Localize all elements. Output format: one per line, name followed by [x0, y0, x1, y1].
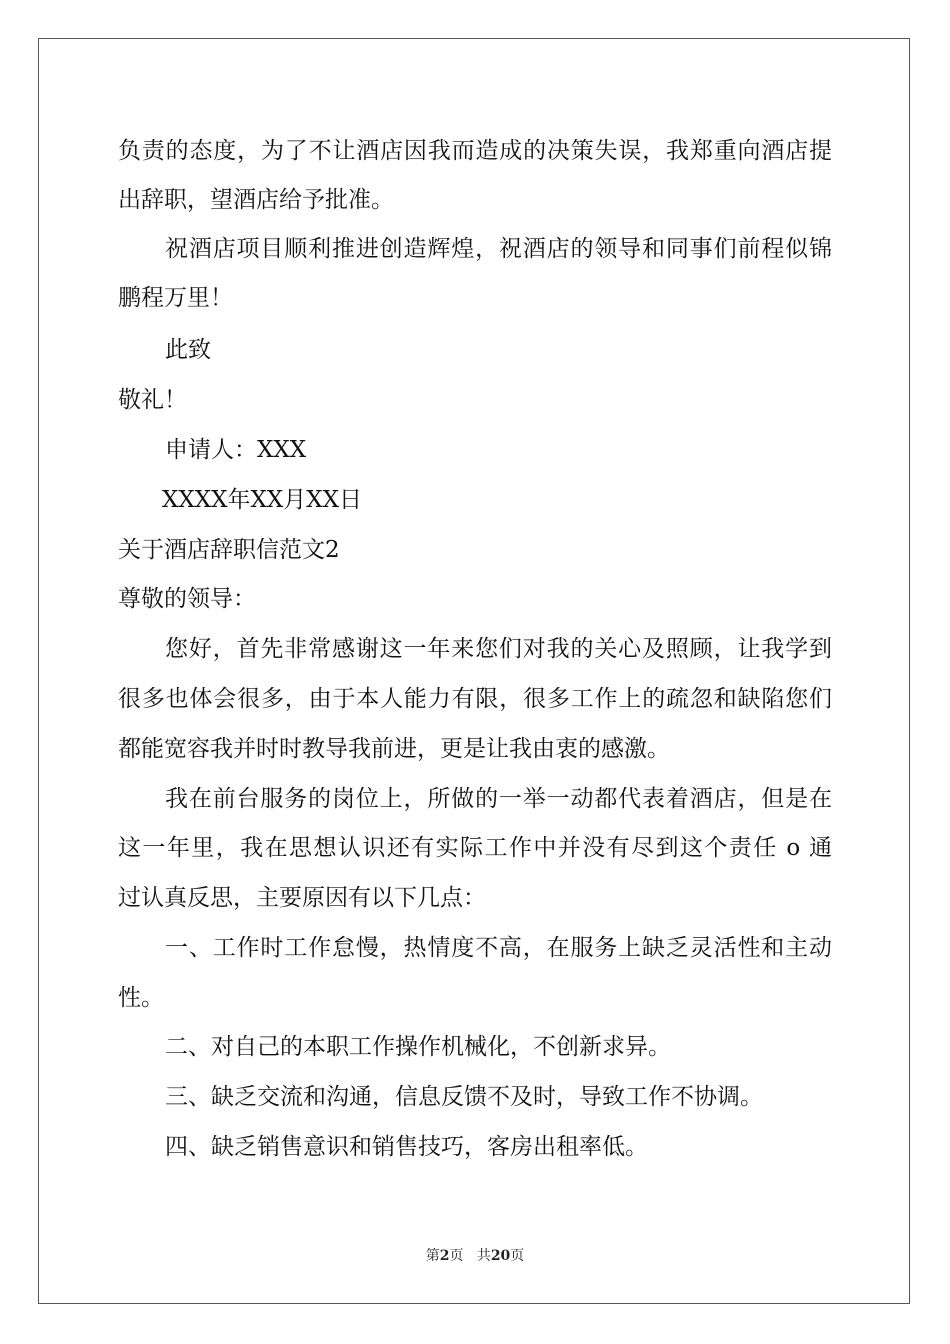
footer-page-prefix: 第 — [425, 1248, 440, 1264]
greeting: 尊敬的领导： — [118, 586, 256, 612]
body-line-12: 很多也体会很多，由于本人能力有限，很多工作上的疏忽和缺陷您们 — [118, 686, 832, 712]
body-line-21: 四、缺乏销售意识和销售技巧，客房出租率低。 — [165, 1134, 648, 1160]
body-line-17: 一、工作时工作怠慢，热情度不高，在服务上缺乏灵活性和主动 — [165, 935, 832, 961]
body-line-19: 二、对自己的本职工作操作机械化，不创新求异。 — [165, 1034, 671, 1060]
page-footer — [0, 1245, 950, 1265]
section-title: 关于酒店辞职信范文2 — [118, 537, 340, 563]
footer-total-prefix: 共 — [476, 1248, 491, 1264]
footer-total-number: 20 — [490, 1248, 511, 1264]
closing-salutation: 此致 — [165, 337, 211, 363]
body-line-3: 祝酒店项目顺利推进创造辉煌，祝酒店的领导和同事们前程似锦 — [165, 236, 832, 262]
body-line-18: 性。 — [118, 985, 164, 1011]
body-line-1: 负责的态度，为了不让酒店因我而造成的决策失误，我郑重向酒店提 — [118, 138, 832, 164]
footer-page-number: 2 — [439, 1248, 450, 1264]
body-line-15: 这一年里，我在思想认识还有实际工作中并没有尽到这个责任 o 通 — [118, 835, 832, 861]
footer-page-unit: 页 — [449, 1248, 464, 1264]
body-line-20: 三、缺乏交流和沟通，信息反馈不及时，导致工作不协调。 — [165, 1084, 763, 1110]
applicant-line: 申请人：XXX — [165, 437, 307, 463]
body-line-11: 您好，首先非常感谢这一年来您们对我的关心及照顾，让我学到 — [165, 636, 832, 662]
date-line: XXXX年XX月XX日 — [162, 487, 362, 513]
body-line-4: 鹏程万里！ — [118, 285, 233, 311]
closing-respect: 敬礼！ — [118, 387, 187, 413]
body-line-16: 过认真反思，主要原因有以下几点： — [118, 885, 486, 911]
body-line-2: 出辞职，望酒店给予批准。 — [118, 187, 394, 213]
footer-total-unit: 页 — [510, 1248, 525, 1264]
page-border — [38, 38, 910, 1304]
body-line-14: 我在前台服务的岗位上，所做的一举一动都代表着酒店，但是在 — [165, 786, 832, 812]
body-line-13: 都能宽容我并时时教导我前进，更是让我由衷的感激。 — [118, 736, 670, 762]
